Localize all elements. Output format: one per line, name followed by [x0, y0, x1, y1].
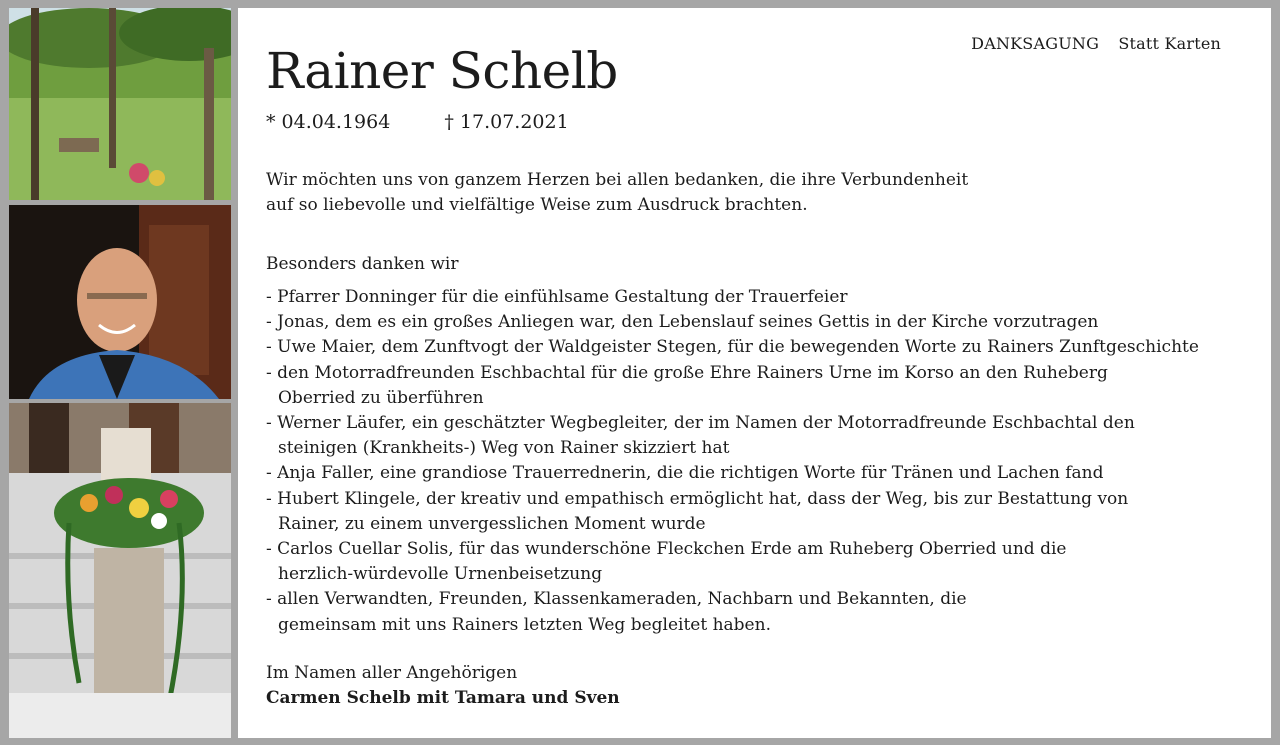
header-labels — [971, 34, 1221, 53]
besonders-heading: Besonders danken wir — [266, 254, 459, 274]
thanks-item: - Jonas, dem es ein großes Anliegen war, den Lebenslauf seines Gettis in der Kirche vorzutragen — [266, 312, 1099, 333]
thanks-item: - allen Verwandten, Freunden, Klassenkameraden, Nachbarn und Bekannten, die gemeinsam mit uns Rainers letzten Weg begleitet haben. — [266, 589, 967, 635]
signers-text: Carmen Schelb mit Tamara und Sven — [266, 688, 620, 708]
memorial-photo — [9, 403, 231, 738]
thanks-item: - Uwe Maier, dem Zunftvogt der Waldgeister Stegen, für die bewegenden Worte zu Rainers Zunftgeschichte — [266, 337, 1199, 358]
thanks-item: - Anja Faller, eine grandiose Trauerrednerin, die die richtigen Worte für Tränen und Lachen fand — [266, 463, 1104, 484]
intro-line-1: Wir möchten uns von ganzem Herzen bei allen bedanken, die ihre Verbundenheit — [266, 170, 969, 190]
birth-date: * 04.04.1964 — [266, 111, 391, 133]
portrait-photo — [9, 205, 231, 399]
thanks-item: - Hubert Klingele, der kreativ und empathisch ermöglicht hat, dass der Weg, bis zur Bestattung von Rainer, zu einem unvergesslichen Moment wurde — [266, 488, 1129, 534]
danksagung-label: DANKSAGUNG — [971, 34, 1100, 53]
thanks-item: - Pfarrer Donninger für die einfühlsame Gestaltung der Trauerfeier — [266, 287, 848, 307]
statt-karten-label: Statt Karten — [1118, 34, 1221, 53]
intro-text — [266, 168, 968, 218]
intro-line-2: auf so liebevolle und vielfältige Weise zum Ausdruck brachten. — [266, 195, 808, 215]
death-date: † 17.07.2021 — [444, 111, 569, 133]
thanks-item: - den Motorradfreunden Eschbachtal für die große Ehre Rainers Urne im Korso an den Ruheberg Oberried zu überführen — [266, 362, 1108, 408]
obituary-card — [238, 8, 1271, 738]
photo-column — [9, 8, 231, 738]
signoff-text: Im Namen aller Angehörigen — [266, 663, 518, 683]
deceased-name: Rainer Schelb — [266, 42, 618, 100]
life-dates — [266, 111, 569, 133]
forest-photo — [9, 8, 231, 200]
thanks-item: - Werner Läufer, ein geschätzter Wegbegleiter, der im Namen der Motorradfreunde Eschbachtal den steinigen (Krankheits-) Weg von Rainer skizziert hat — [266, 413, 1135, 459]
thanks-list — [266, 285, 1256, 638]
thanks-item: - Carlos Cuellar Solis, für das wunderschöne Fleckchen Erde am Ruheberg Oberried und die herzlich-würdevolle Urnenbeisetzung — [266, 539, 1067, 585]
